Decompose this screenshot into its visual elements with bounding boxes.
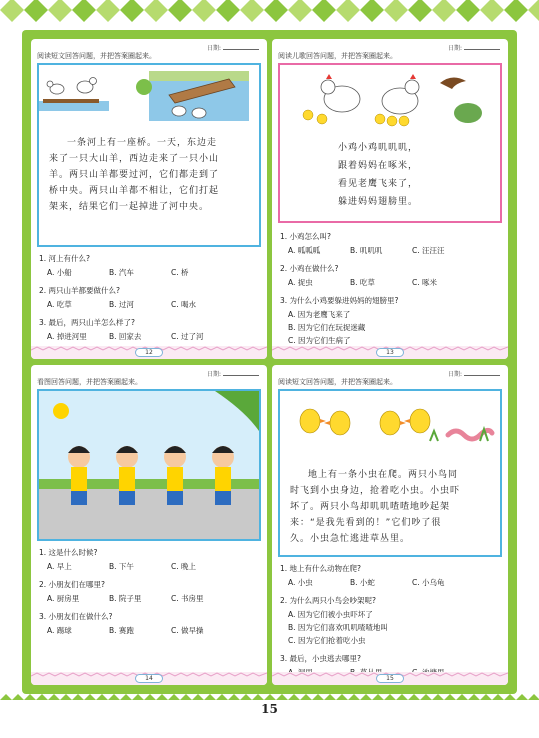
worksheet-card-12 <box>31 39 267 359</box>
passage-line: 羊。两只山羊都要过河，它们都走到了 <box>49 170 220 180</box>
poem-text <box>338 139 418 211</box>
triangle-decoration <box>12 694 24 700</box>
triangle-decoration <box>456 694 468 700</box>
triangle-decoration <box>168 694 180 700</box>
triangle-decoration <box>120 694 132 700</box>
birds-worm-illustration <box>280 391 500 453</box>
triangle-decoration <box>480 694 492 700</box>
triangle-decoration <box>276 694 288 700</box>
answer-option[interactable]: A. 小船 <box>47 268 72 277</box>
worksheet-card-13 <box>272 39 508 359</box>
answer-option[interactable]: C. 晚上 <box>171 562 197 571</box>
passage-line: 来：“是我先看到的！”它们吵了很 <box>290 518 442 528</box>
passage-line: 时飞到小虫身边，抢着吃小虫。小虫吓 <box>290 486 461 496</box>
triangle-decoration <box>408 694 420 700</box>
triangle-decoration <box>180 694 192 700</box>
poem-line: 小鸡小鸡叽叽叽， <box>338 143 419 153</box>
question: 1. 这是什么时候? A. 早上 B. 下午 C. 晚上 <box>39 547 227 572</box>
answer-option[interactable]: A. 吃草 <box>47 300 72 309</box>
instruction-text: 阅读短文回答问题，并把答案圈起来。 <box>37 52 156 60</box>
answer-option[interactable]: A. 小虫 <box>288 578 313 587</box>
triangle-decoration <box>528 694 539 700</box>
triangle-decoration <box>252 694 264 700</box>
card-footer <box>272 672 508 685</box>
triangle-decoration <box>144 694 156 700</box>
card-footer <box>272 346 508 359</box>
answer-option[interactable]: A. 呱呱呱 <box>288 246 321 255</box>
question-list <box>280 563 468 685</box>
passage-line: 架来，结果它们一起掉进了河中央。 <box>49 202 210 212</box>
question: 1. 河上有什么? A. 小船 B. 汽车 C. 桥 <box>39 253 227 278</box>
triangle-decoration <box>420 694 432 700</box>
triangle-decoration <box>84 694 96 700</box>
worksheet-frame <box>22 30 517 694</box>
answer-option[interactable]: C. 汪汪汪 <box>412 246 445 255</box>
passage-line: 坏了。两只小鸟却叽叽喳喳地吵起架 <box>290 502 451 512</box>
question-list <box>39 547 227 643</box>
triangle-decoration <box>324 694 336 700</box>
instruction-text: 阅读短文回答问题，并把答案圈起来。 <box>278 378 397 386</box>
story-box <box>278 389 502 557</box>
answer-option[interactable]: A. 早上 <box>47 562 72 571</box>
question: 2. 小鸡在做什么? A. 捉虫 B. 吃草 C. 啄米 <box>280 263 468 288</box>
triangle-decoration <box>0 694 12 700</box>
answer-option[interactable]: A. 掉进河里 <box>47 332 87 341</box>
page-number-badge: 15 <box>376 674 404 683</box>
triangle-decoration <box>156 694 168 700</box>
poem-line: 躲进妈妈翅膀里。 <box>338 197 419 207</box>
triangle-decoration <box>48 694 60 700</box>
answer-option[interactable]: A. 踢球 <box>47 626 72 635</box>
date-field: 日期: <box>448 369 500 378</box>
triangle-decoration <box>432 694 444 700</box>
answer-option[interactable]: C. 书房里 <box>171 594 204 603</box>
top-diamond-border <box>0 0 539 30</box>
story-box <box>37 63 261 247</box>
triangle-decoration <box>516 694 528 700</box>
question: 2. 两只山羊都要做什么? A. 吃草 B. 过河 C. 喝水 <box>39 285 227 310</box>
passage-line: 一条河上有一座桥。一天，东边走 <box>67 138 218 148</box>
worksheet-card-15 <box>272 365 508 685</box>
answer-option[interactable]: B. 叽叽叽 <box>350 246 383 255</box>
answer-option[interactable]: C. 桥 <box>171 268 189 277</box>
answer-option[interactable]: B. 下午 <box>109 562 134 571</box>
instruction-text: 阅读儿歌回答问题，并把答案圈起来。 <box>278 52 397 60</box>
answer-option[interactable]: C. 因为它们生病了 <box>288 336 351 345</box>
children-exercising-illustration <box>39 391 259 539</box>
triangle-decoration <box>348 694 360 700</box>
page-number-badge: 12 <box>135 348 163 357</box>
answer-option[interactable]: C. 因为它们抢着吃小虫 <box>288 636 366 645</box>
answer-option[interactable]: C. 做早操 <box>171 626 204 635</box>
triangle-decoration <box>96 694 108 700</box>
triangle-decoration <box>336 694 348 700</box>
triangle-decoration <box>360 694 372 700</box>
hens-chicks-illustration <box>280 65 500 131</box>
worksheet-card-14 <box>31 365 267 685</box>
triangle-decoration <box>504 694 516 700</box>
triangle-decoration <box>108 694 120 700</box>
question: 1. 地上有什么动物在爬? A. 小虫 B. 小蛇 C. 小乌龟 <box>280 563 468 588</box>
answer-option[interactable]: A. 厨房里 <box>47 594 80 603</box>
answer-option[interactable]: C. 过了河 <box>171 332 204 341</box>
goats-bridge-illustration <box>39 65 259 127</box>
answer-option[interactable]: B. 因为它们喜欢叽叽喳喳地叫 <box>288 623 388 632</box>
triangle-decoration <box>204 694 216 700</box>
story-passage <box>49 135 219 215</box>
answer-option[interactable]: C. 小乌龟 <box>412 578 445 587</box>
answer-option[interactable]: C. 啄米 <box>412 278 438 287</box>
date-field: 日期: <box>207 369 259 378</box>
page-number-badge: 13 <box>376 348 404 357</box>
triangle-decoration <box>36 694 48 700</box>
triangle-decoration <box>264 694 276 700</box>
poem-line: 跟着妈妈在啄米， <box>338 161 419 171</box>
question: 3. 最后，小虫逃去哪里? <box>280 653 468 678</box>
picture-box <box>37 389 261 541</box>
triangle-decoration <box>72 694 84 700</box>
question-list <box>39 253 227 349</box>
answer-option[interactable]: B. 院子里 <box>109 594 142 603</box>
question: 3. 最后，两只山羊怎么样了? A. 掉进河里 B. 回家去 C. 过了河 <box>39 317 227 342</box>
answer-option[interactable]: B. 小蛇 <box>350 578 375 587</box>
bottom-triangle-border <box>0 694 539 738</box>
question: 1. 小鸡怎么叫? A. 呱呱呱 B. 叽叽叽 C. 汪汪汪 <box>280 231 468 256</box>
answer-option[interactable]: A. 因为老鹰飞来了 <box>288 310 351 319</box>
answer-option[interactable]: B. 回家去 <box>109 332 142 341</box>
answer-option[interactable]: B. 因为它们在玩捉迷藏 <box>288 323 366 332</box>
page-number: 15 <box>261 702 278 716</box>
triangle-decoration <box>288 694 300 700</box>
instruction-text: 看图回答问题，并把答案圈起来。 <box>37 378 142 386</box>
answer-option[interactable]: A. 捉虫 <box>288 278 313 287</box>
triangle-decoration <box>312 694 324 700</box>
triangle-decoration <box>444 694 456 700</box>
triangle-decoration <box>60 694 72 700</box>
answer-option[interactable]: C. 喝水 <box>171 300 197 309</box>
answer-option[interactable]: A. 因为它们被小虫吓坏了 <box>288 610 373 619</box>
card-footer <box>31 672 267 685</box>
triangle-decoration <box>192 694 204 700</box>
triangle-decoration <box>384 694 396 700</box>
passage-line: 桥中央。两只山羊都不相让，它们打起 <box>49 186 220 196</box>
answer-option[interactable]: B. 过河 <box>109 300 134 309</box>
poem-box <box>278 63 502 223</box>
question: 3. 小朋友们在做什么? A. 踢球 B. 赛跑 C. 做早操 <box>39 611 227 636</box>
triangle-decoration <box>300 694 312 700</box>
passage-line: 来了一只大山羊，西边走来了一只小山 <box>49 154 220 164</box>
answer-option[interactable]: B. 赛跑 <box>109 626 134 635</box>
question: 3. 为什么小鸡要躲进妈妈的翅膀里? A. 因为老鹰飞来了 B. 因为它们在玩捉迷藏 C. 因为它们生病了 <box>280 295 468 346</box>
triangle-decoration <box>216 694 228 700</box>
question: 2. 为什么两只小鸟会吵架呢? A. 因为它们被小虫吓坏了 B. 因为它们喜欢叽叽喳喳地叫 C. 因为它们抢着吃小虫 <box>280 595 468 646</box>
poem-line: 看见老鹰飞来了， <box>338 179 419 189</box>
card-footer <box>31 346 267 359</box>
question: 2. 小朋友们在哪里? A. 厨房里 B. 院子里 C. 书房里 <box>39 579 227 604</box>
triangle-decoration <box>372 694 384 700</box>
date-field: 日期: <box>448 43 500 52</box>
triangle-decoration <box>468 694 480 700</box>
triangle-decoration <box>396 694 408 700</box>
question-list <box>280 231 468 353</box>
triangle-decoration <box>492 694 504 700</box>
triangle-decoration <box>228 694 240 700</box>
triangle-decoration <box>240 694 252 700</box>
triangle-decoration <box>24 694 36 700</box>
date-field: 日期: <box>207 43 259 52</box>
triangle-decoration <box>132 694 144 700</box>
passage-line: 地上有一条小虫在爬。两只小鸟同 <box>308 470 459 480</box>
story-passage <box>290 467 460 547</box>
answer-option[interactable]: B. 汽车 <box>109 268 134 277</box>
passage-line: 久。小虫急忙逃进草丛里。 <box>290 534 411 544</box>
page-number-badge: 14 <box>135 674 163 683</box>
answer-option[interactable]: B. 吃草 <box>350 278 375 287</box>
